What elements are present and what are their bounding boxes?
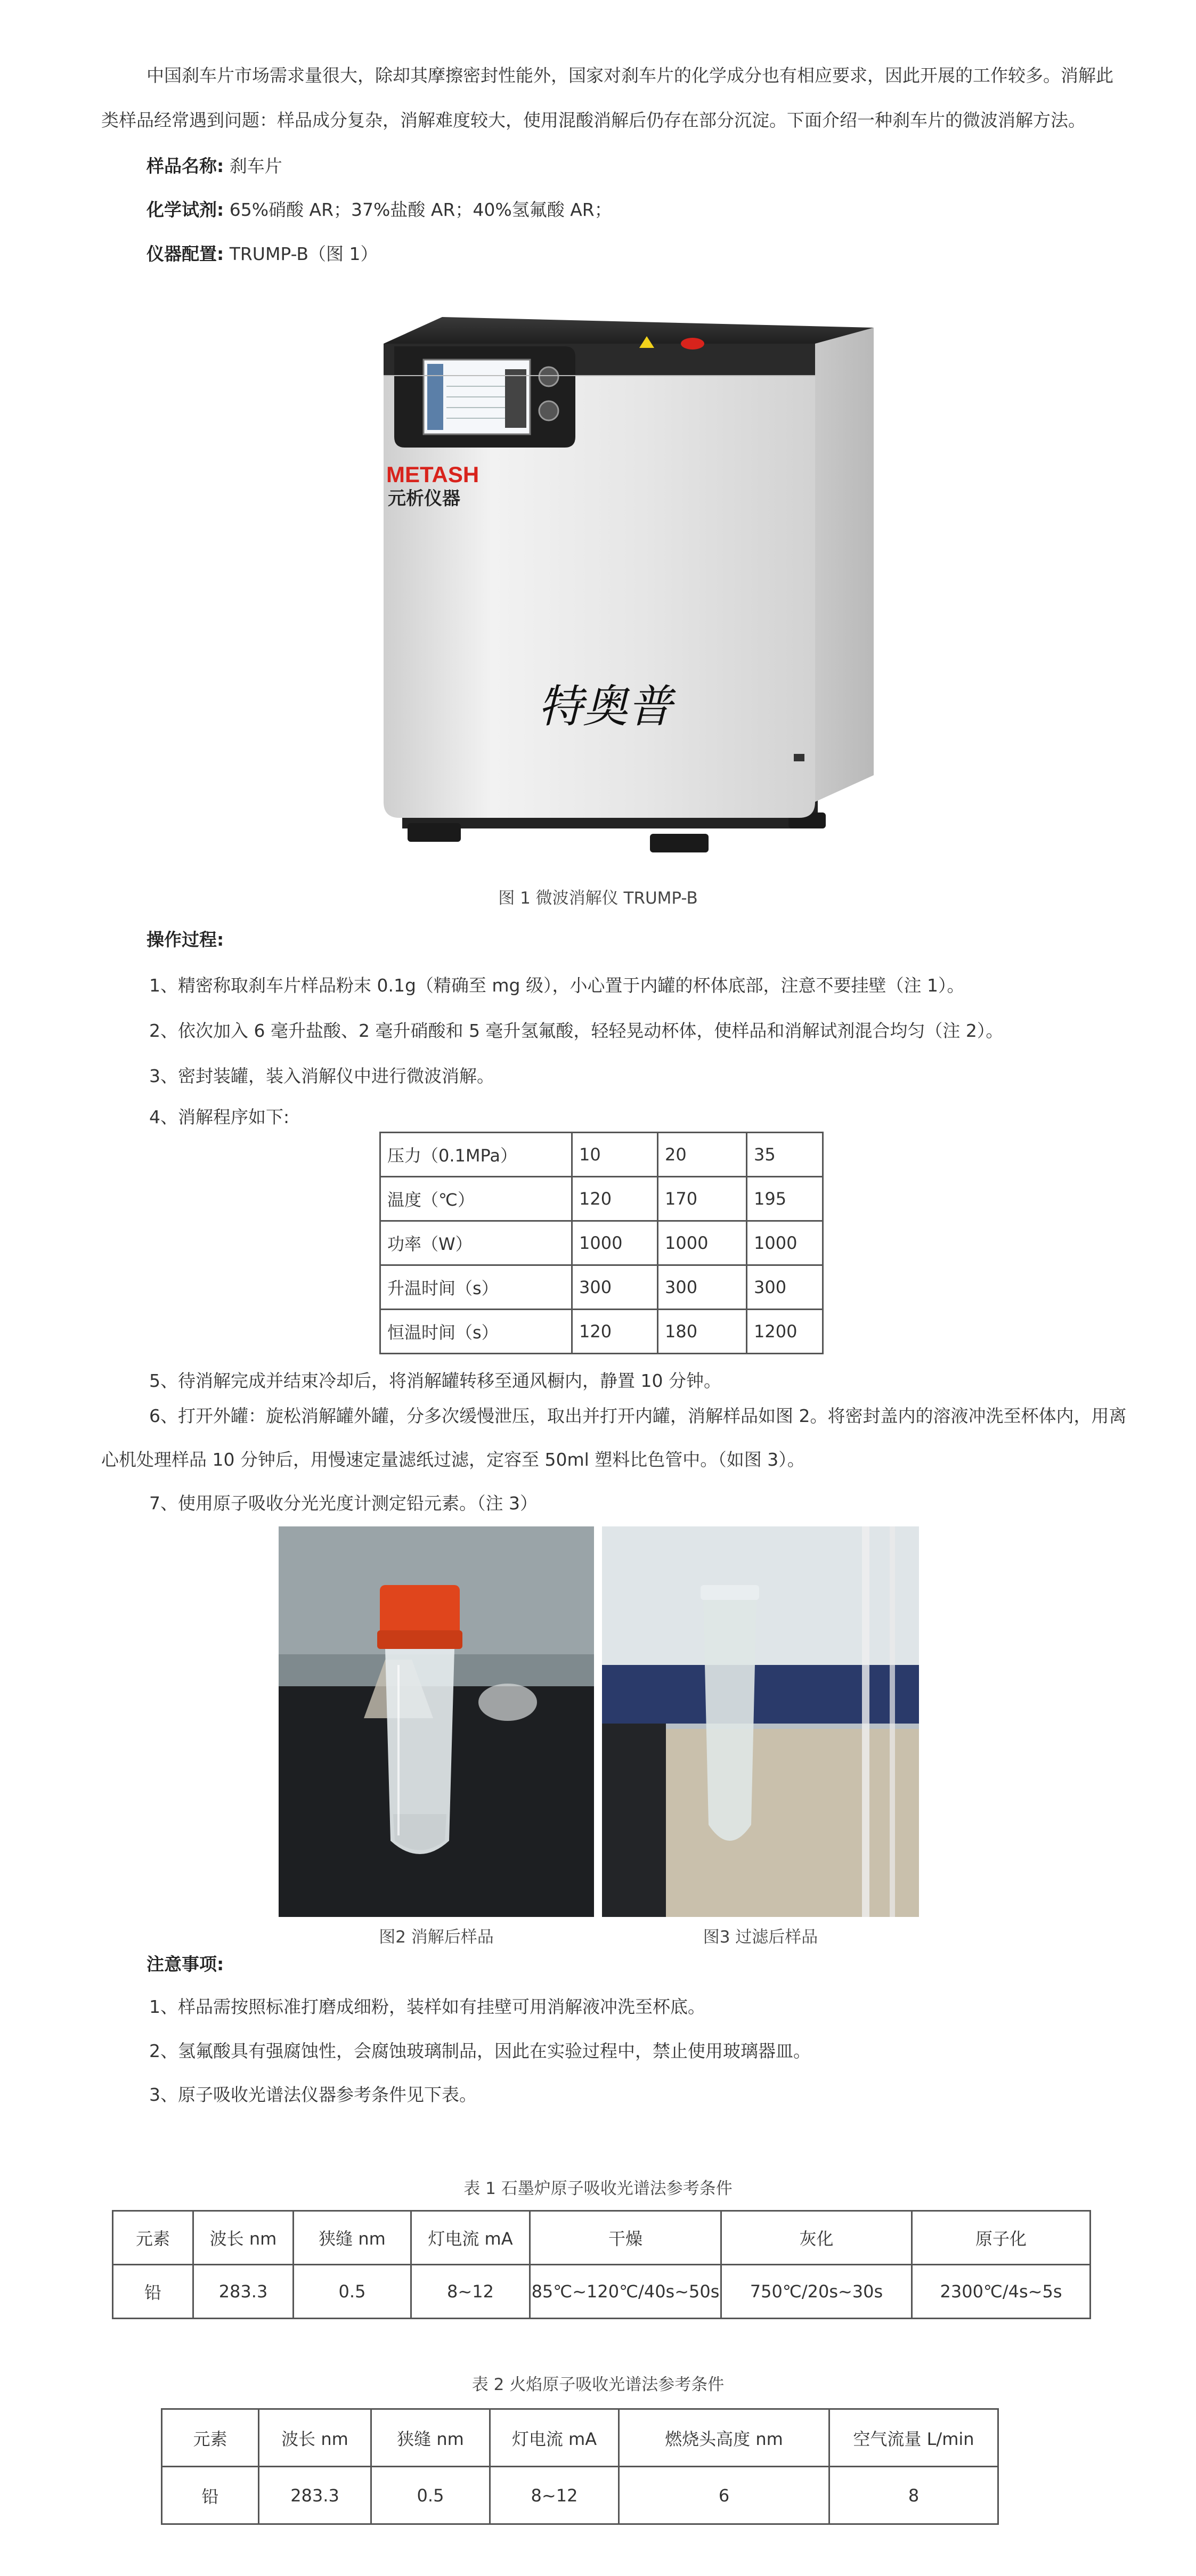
column-header: 空气流量 L/min: [829, 2409, 998, 2467]
table-cell: 300: [658, 1265, 747, 1310]
column-header: 狭缝 nm: [371, 2409, 490, 2467]
column-header: 波长 nm: [193, 2211, 294, 2265]
microwave-digestion-instrument-image: [362, 306, 911, 879]
table-cell: 120: [572, 1177, 658, 1221]
model-calligraphy-text: 特奥普: [538, 680, 673, 733]
intro-line-1: 中国刹车片市场需求量很大，除却其摩擦密封性能外，国家对刹车片的化学成分也有相应要求，因此开展的工作较多。消解此: [147, 65, 1113, 86]
digested-sample-photo: [279, 1526, 594, 1917]
sample-line: [147, 155, 282, 178]
figure-2-caption: 图2 消解后样品: [379, 1928, 494, 1947]
table-cell: 283.3: [193, 2265, 294, 2319]
column-header: 原子化: [912, 2211, 1091, 2265]
brand-logo-text: METASH: [386, 462, 479, 487]
column-header: 燃烧头高度 nm: [619, 2409, 829, 2467]
note-3: 3、原子吸收光谱法仪器参考条件见下表。: [149, 2084, 477, 2105]
table-row: [162, 2467, 998, 2524]
table-cell: 恒温时间（s）: [380, 1310, 572, 1354]
procedure-step-7: 7、使用原子吸收分光光度计测定铅元素。（注 3）: [149, 1493, 538, 1514]
procedure-step-4: 4、消解程序如下:: [149, 1107, 290, 1127]
procedure-step-2: 2、依次加入 6 毫升盐酸、2 毫升硝酸和 5 毫升氢氟酸，轻轻晃动杯体，使样品和消解试剂混合均匀（注 2）。: [149, 1020, 1004, 1041]
sample-label: 样品名称:: [147, 156, 224, 176]
table-cell: 压力（0.1MPa）: [380, 1133, 572, 1177]
intro-line-2: 类样品经常遇到问题：样品成分复杂，消解难度较大，使用混酸消解后仍存在部分沉淀。下面介绍一种刹车片的微波消解方法。: [101, 110, 1086, 131]
column-header: 狭缝 nm: [294, 2211, 411, 2265]
table-header-row: [113, 2211, 1091, 2265]
table-cell: 283.3: [259, 2467, 371, 2524]
table-cell: 0.5: [371, 2467, 490, 2524]
table-cell: 20: [658, 1133, 747, 1177]
table-cell: 35: [747, 1133, 823, 1177]
digestion-program-table: [379, 1132, 824, 1354]
table-cell: 8~12: [490, 2467, 619, 2524]
column-header: 干燥: [530, 2211, 721, 2265]
table-header-row: [162, 2409, 998, 2467]
table-cell: 1000: [747, 1221, 823, 1265]
table-cell: 750℃/20s~30s: [721, 2265, 912, 2319]
table-cell: 1200: [747, 1310, 823, 1354]
table-1-caption: 表 1 石墨炉原子吸收光谱法参考条件: [463, 2179, 733, 2198]
procedure-step-3: 3、密封装罐，装入消解仪中进行微波消解。: [149, 1066, 494, 1086]
table-row: [380, 1265, 823, 1310]
column-header: 灯电流 mA: [490, 2409, 619, 2467]
filtered-sample-photo: [602, 1526, 919, 1917]
table-cell: 升温时间（s）: [380, 1265, 572, 1310]
table-cell: 温度（℃）: [380, 1177, 572, 1221]
column-header: 波长 nm: [259, 2409, 371, 2467]
note-1: 1、样品需按照标准打磨成细粉，装样如有挂壁可用消解液冲洗至杯底。: [149, 1996, 705, 2017]
table-cell: 铅: [113, 2265, 193, 2319]
figure-3-caption: 图3 过滤后样品: [703, 1928, 818, 1947]
brand-cn-text: 元析仪器: [388, 488, 460, 509]
table-row: [113, 2265, 1091, 2319]
instrument-line: [147, 242, 378, 266]
table-cell: 300: [572, 1265, 658, 1310]
procedure-heading: 操作过程:: [147, 929, 224, 950]
graphite-furnace-conditions-table: [112, 2210, 1091, 2319]
sample-value: 刹车片: [229, 156, 282, 176]
table-cell: 1000: [572, 1221, 658, 1265]
note-2: 2、氢氟酸具有强腐蚀性，会腐蚀玻璃制品，因此在实验过程中，禁止使用玻璃器皿。: [149, 2041, 811, 2061]
flame-conditions-table: [161, 2408, 999, 2525]
table-cell: 2300℃/4s~5s: [912, 2265, 1091, 2319]
table-row: [380, 1221, 823, 1265]
reagents-line: [147, 198, 612, 222]
instrument-label: 仪器配置:: [147, 243, 224, 264]
reagents-value: 65%硝酸 AR；37%盐酸 AR；40%氢氟酸 AR；: [229, 199, 612, 220]
table-row: [380, 1310, 823, 1354]
table-cell: 120: [572, 1310, 658, 1354]
procedure-step-6a: 6、打开外罐：旋松消解罐外罐，分多次缓慢泄压，取出并打开内罐，消解样品如图 2。将密封盖内的溶液冲洗至杯体内，用离: [149, 1405, 1127, 1426]
table-cell: 6: [619, 2467, 829, 2524]
figure-1-caption: 图 1 微波消解仪 TRUMP-B: [498, 889, 698, 908]
notes-heading: 注意事项:: [147, 1954, 224, 1974]
table-cell: 8: [829, 2467, 998, 2524]
table-cell: 195: [747, 1177, 823, 1221]
procedure-step-1: 1、精密称取刹车片样品粉末 0.1g（精确至 mg 级），小心置于内罐的杯体底部，注意不要挂壁（注 1）。: [149, 975, 965, 996]
table-cell: 1000: [658, 1221, 747, 1265]
table-cell: 85℃~120℃/40s~50s: [530, 2265, 721, 2319]
column-header: 元素: [162, 2409, 259, 2467]
table-cell: 10: [572, 1133, 658, 1177]
table-row: [380, 1177, 823, 1221]
table-cell: 180: [658, 1310, 747, 1354]
column-header: 灰化: [721, 2211, 912, 2265]
table-cell: 170: [658, 1177, 747, 1221]
table-cell: 300: [747, 1265, 823, 1310]
table-cell: 功率（W）: [380, 1221, 572, 1265]
table-2-caption: 表 2 火焰原子吸收光谱法参考条件: [471, 2375, 725, 2394]
column-header: 灯电流 mA: [411, 2211, 530, 2265]
table-row: [380, 1133, 823, 1177]
procedure-step-6b: 心机处理样品 10 分钟后，用慢速定量滤纸过滤，定容至 50ml 塑料比色管中。（如图 3）。: [101, 1449, 805, 1470]
column-header: 元素: [113, 2211, 193, 2265]
instrument-value: TRUMP-B（图 1）: [229, 243, 378, 264]
reagents-label: 化学试剂:: [147, 199, 224, 220]
table-cell: 8~12: [411, 2265, 530, 2319]
table-cell: 铅: [162, 2467, 259, 2524]
table-cell: 0.5: [294, 2265, 411, 2319]
procedure-step-5: 5、待消解完成并结束冷却后，将消解罐转移至通风橱内，静置 10 分钟。: [149, 1370, 721, 1391]
